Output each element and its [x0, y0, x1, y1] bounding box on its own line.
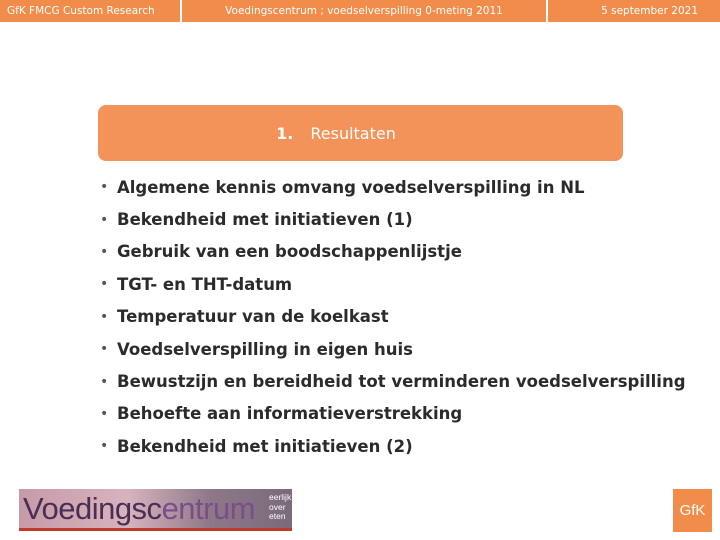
- section-title-box: [98, 105, 623, 161]
- header-left-label: GfK FMCG Custom Research: [7, 5, 155, 17]
- topic-list: [100, 171, 700, 463]
- header-center-label: Voedingscentrum ; voedselverspilling 0-meting 2011: [180, 0, 548, 22]
- logo-underline: [19, 528, 292, 531]
- list-item-label: Voedselverspilling in eigen huis: [117, 339, 413, 359]
- list-item: [100, 171, 700, 203]
- list-item-label: Bekendheid met initiatieven (1): [117, 210, 413, 230]
- list-item-label: Algemene kennis omvang voedselverspilling in NL: [117, 177, 585, 197]
- logo-tagline-line: eerlijk: [269, 492, 292, 502]
- list-item: [100, 301, 700, 333]
- list-item: [100, 398, 700, 430]
- bullet-icon: •: [100, 438, 109, 455]
- logo-tagline-line: eten: [269, 511, 286, 521]
- logo-tagline: [269, 493, 292, 522]
- gfk-logo: GfK: [673, 489, 712, 532]
- logo-text-main: Voedingsc: [23, 491, 162, 526]
- logo-tagline-line: over: [269, 501, 286, 512]
- list-item-label: Gebruik van een boodschappenlijstje: [117, 242, 462, 262]
- section-title: Resultaten: [310, 123, 396, 143]
- voedingscentrum-logo: [19, 489, 292, 531]
- logo-wordmark: [23, 491, 255, 527]
- bullet-icon: •: [100, 243, 109, 260]
- bullet-icon: •: [100, 373, 109, 390]
- section-number: 1.: [276, 123, 294, 143]
- bullet-icon: •: [100, 308, 109, 325]
- list-item-label: Bewustzijn en bereidheid tot verminderen voedselverspilling: [117, 372, 686, 392]
- list-item: [100, 430, 700, 462]
- header-date-label: 5 september 2021: [601, 5, 698, 17]
- list-item-label: Behoefte aan informatieverstrekking: [117, 404, 463, 424]
- list-item-label: TGT- en THT-datum: [117, 274, 293, 294]
- list-item: [100, 268, 700, 300]
- bullet-icon: •: [100, 405, 109, 422]
- list-item: [100, 203, 700, 235]
- list-item: [100, 236, 700, 268]
- logo-text-accent: entrum: [161, 491, 256, 526]
- list-item: [100, 333, 700, 365]
- list-item: [100, 365, 700, 397]
- list-item-label: Temperatuur van de koelkast: [117, 307, 389, 327]
- bullet-icon: •: [100, 179, 109, 196]
- bullet-icon: •: [100, 211, 109, 228]
- bullet-icon: •: [100, 341, 109, 358]
- header-bar: [0, 0, 720, 22]
- list-item-label: Bekendheid met initiatieven (2): [117, 436, 413, 456]
- bullet-icon: •: [100, 276, 109, 293]
